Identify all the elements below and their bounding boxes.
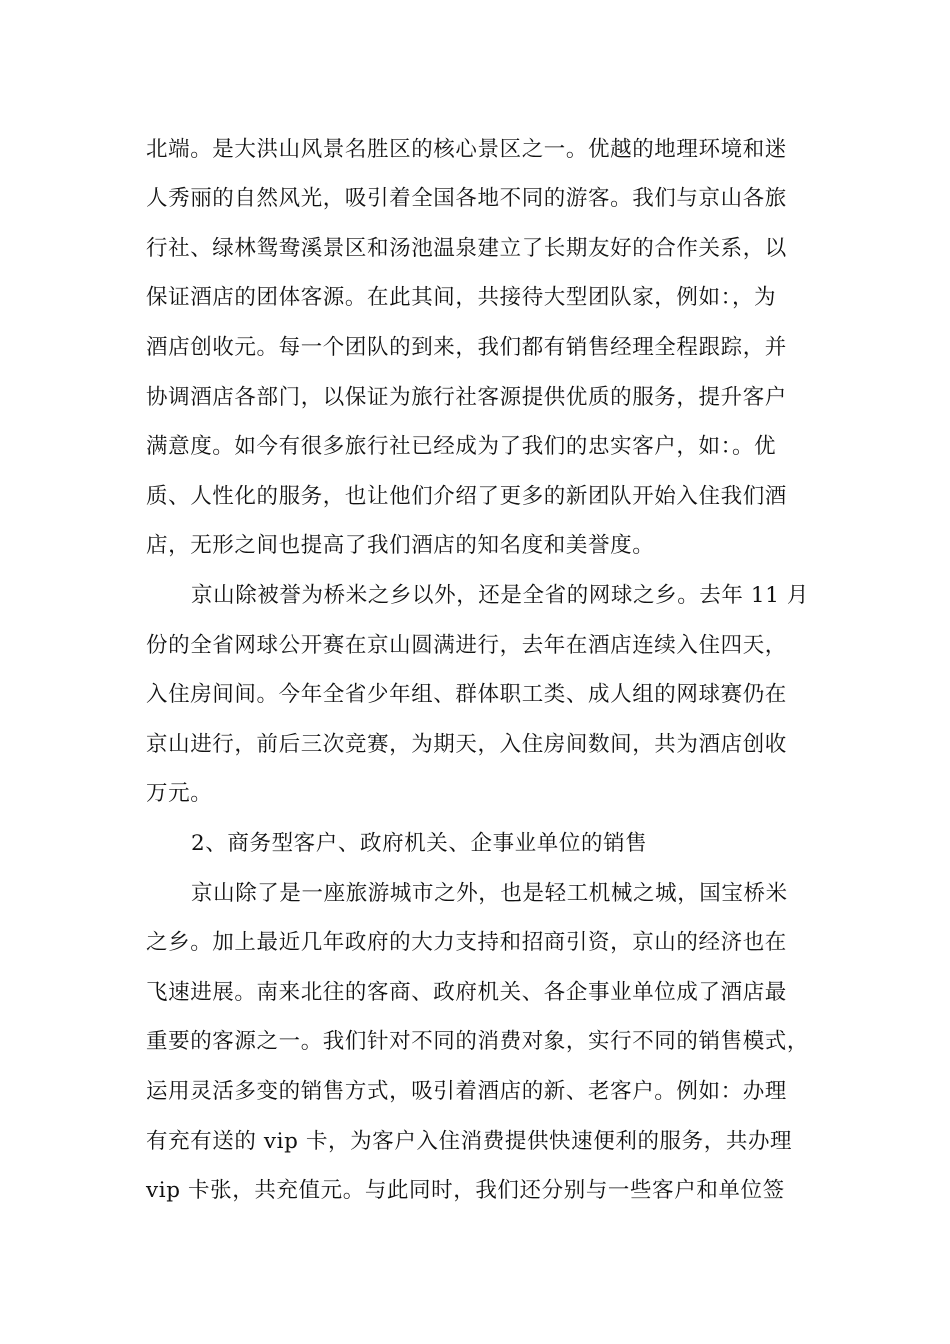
text-line: 保证酒店的团体客源。在此其间，共接待大型团队家，例如：，为 [146, 285, 777, 310]
text-line: vip 卡张，共充值元。与此同时，我们还分别与一些客户和单位签 [146, 1178, 785, 1203]
text-line: 酒店创收元。每一个团队的到来，我们都有销售经理全程跟踪，并 [146, 335, 787, 360]
paragraph-first-line: 京山除了是一座旅游城市之外，也是轻工机械之城，国宝桥米 [191, 881, 788, 906]
text-line: 飞速进展。南来北往的客商、政府机关、各企事业单位成了酒店最 [146, 980, 787, 1005]
text-line: 入住房间间。今年全省少年组、群体职工类、成人组的网球赛仍在 [146, 682, 787, 707]
text-line: 京山进行，前后三次竞赛，为期天，入住房间数间，共为酒店创收 [146, 732, 787, 757]
text-line: 协调酒店各部门，以保证为旅行社客源提供优质的服务，提升客户 [146, 385, 787, 410]
paragraph-first-line: 京山除被誉为桥米之乡以外，还是全省的网球之乡。去年 11 月 [191, 583, 810, 608]
text-line: 人秀丽的自然风光，吸引着全国各地不同的游客。我们与京山各旅 [146, 186, 787, 211]
section-heading: 2、商务型客户、政府机关、企事业单位的销售 [191, 831, 648, 856]
text-line: 满意度。如今有很多旅行社已经成为了我们的忠实客户，如：。优 [146, 434, 777, 459]
text-line: 行社、绿林鸳鸯溪景区和汤池温泉建立了长期友好的合作关系，以 [146, 236, 787, 261]
text-line: 万元。 [146, 781, 213, 806]
text-line: 份的全省网球公开赛在京山圆满进行，去年在酒店连续入住四天， [146, 633, 787, 658]
text-line: 运用灵活多变的销售方式，吸引着酒店的新、老客户。例如：办理 [146, 1079, 787, 1104]
text-line: 质、人性化的服务，也让他们介绍了更多的新团队开始入住我们酒 [146, 484, 787, 509]
text-line: 有充有送的 vip 卡，为客户入住消费提供快速便利的服务，共办理 [146, 1129, 793, 1154]
text-line: 之乡。加上最近几年政府的大力支持和招商引资，京山的经济也在 [146, 930, 787, 955]
text-line: 重要的客源之一。我们针对不同的消费对象，实行不同的销售模式， [146, 1029, 810, 1054]
text-line: 北端。是大洪山风景名胜区的核心景区之一。优越的地理环境和迷 [146, 137, 787, 162]
text-line: 店，无形之间也提高了我们酒店的知名度和美誉度。 [146, 533, 655, 558]
